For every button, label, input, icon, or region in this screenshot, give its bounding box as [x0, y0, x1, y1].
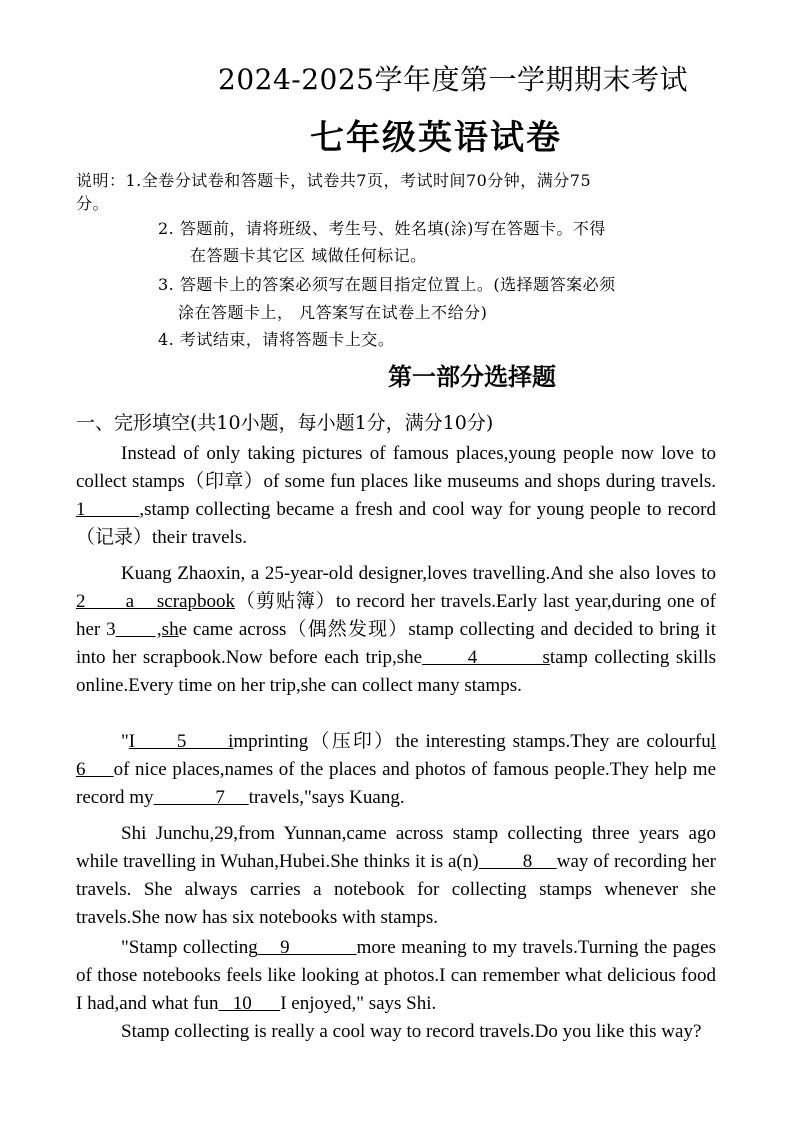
p1-text-b: ,stamp collecting became a fresh and cool way for young people to record（记录）their travels.: [76, 499, 717, 548]
instruction-item-4: 4. 考试结束，请将答题卡上交。: [158, 330, 395, 349]
paper-title: 七年级英语试卷: [310, 118, 562, 158]
p3-text-b: mprinting（压印）the interesting stamps.They are colourfu: [233, 731, 711, 752]
p3-text-a: ": [121, 731, 129, 752]
instruction-item-3: 3. 答题卡上的答案必须写在题目指定位置上。(选择题答案必须: [158, 275, 616, 294]
blank-9: 9: [257, 937, 357, 958]
blank-1: 1: [76, 499, 140, 520]
blank-6: 6: [76, 759, 114, 780]
blank-8: 8: [478, 851, 557, 872]
passage-paragraph-1: [76, 440, 716, 552]
blank-7: 7: [153, 787, 249, 808]
blank-5: I 5 i: [128, 731, 234, 752]
p6-text: Stamp collecting is really a cool way to record travels.Do you like this way?: [121, 1021, 702, 1042]
p2-text-d: tamp collecting skills online.Every time on her trip,she can collect many stamps.: [76, 647, 716, 696]
p3-underlined-letter: l: [710, 731, 716, 752]
p4-text-a: Shi Junchu,29,from Yunnan,came across stamp collecting three years ago while travelling in Wuhan,Hubei.She thinks it is a(n): [76, 823, 716, 872]
blank-2: 2 a scrapbook: [76, 591, 236, 612]
instruction-item-2-cont: 在答题卡其它区 域做任何标记。: [190, 246, 427, 265]
p2-text-b: （剪贴簿）to record her travels.Early last year,during one of her 3: [76, 591, 716, 640]
blank-3: ,sh: [115, 619, 179, 640]
passage-paragraph-4: [76, 820, 716, 932]
instruction-line-1: 说明：1.全卷分试卷和答题卡，试卷共7页，考试时间70分钟，满分75: [76, 171, 592, 190]
part-title: 一、完形填空(共10小题，每小题1分，满分10分): [76, 412, 494, 434]
p1-text-a: Instead of only taking pictures of famous places,young people now love to collect stamps（印章）of some fun places like museums and shops during travels.: [76, 443, 716, 492]
passage-paragraph-6: [76, 1020, 716, 1044]
passage-paragraph-3: [76, 728, 716, 812]
p2-text-c: e came across（偶然发现）stamp collecting and decided to bring it into her scrapbook.Now before each trip,she: [76, 619, 716, 668]
blank-10: 10: [218, 993, 281, 1014]
passage-paragraph-2: [76, 560, 716, 700]
instruction-line-1-cont: 分。: [76, 194, 110, 213]
instruction-item-3-cont: 涂在答题卡上， 凡答案写在试卷上不给分): [178, 303, 488, 322]
p5-text-a: "Stamp collecting: [121, 937, 258, 958]
exam-title: 2024-2025学年度第一学期期末考试: [218, 63, 688, 96]
p3-text-e: travels,"says Kuang.: [248, 787, 405, 808]
p3-text-d: of nice places,names of the places and photos of famous people.They help me record my: [76, 759, 717, 808]
p5-text-b: more meaning to my travels.Turning the pages of those notebooks feels like looking at photos.I can remember what delicious food I had,and what fun: [76, 937, 717, 1014]
blank-4: 4 s: [422, 647, 550, 668]
p5-text-c: I enjoyed," says Shi.: [280, 993, 437, 1014]
passage-paragraph-5: [76, 934, 716, 1018]
instruction-item-2: 2. 答题前，请将班级、考生号、姓名填(涂)写在答题卡。不得: [158, 219, 606, 238]
p2-text-a: Kuang Zhaoxin, a 25-year-old designer,loves travelling.And she also loves to: [121, 563, 716, 584]
section-title: 第一部分选择题: [388, 363, 556, 391]
p4-text-b: way of recording her travels. She always carries a notebook for collecting stamps whenever she travels.She now has six notebooks with stamps.: [76, 851, 717, 928]
